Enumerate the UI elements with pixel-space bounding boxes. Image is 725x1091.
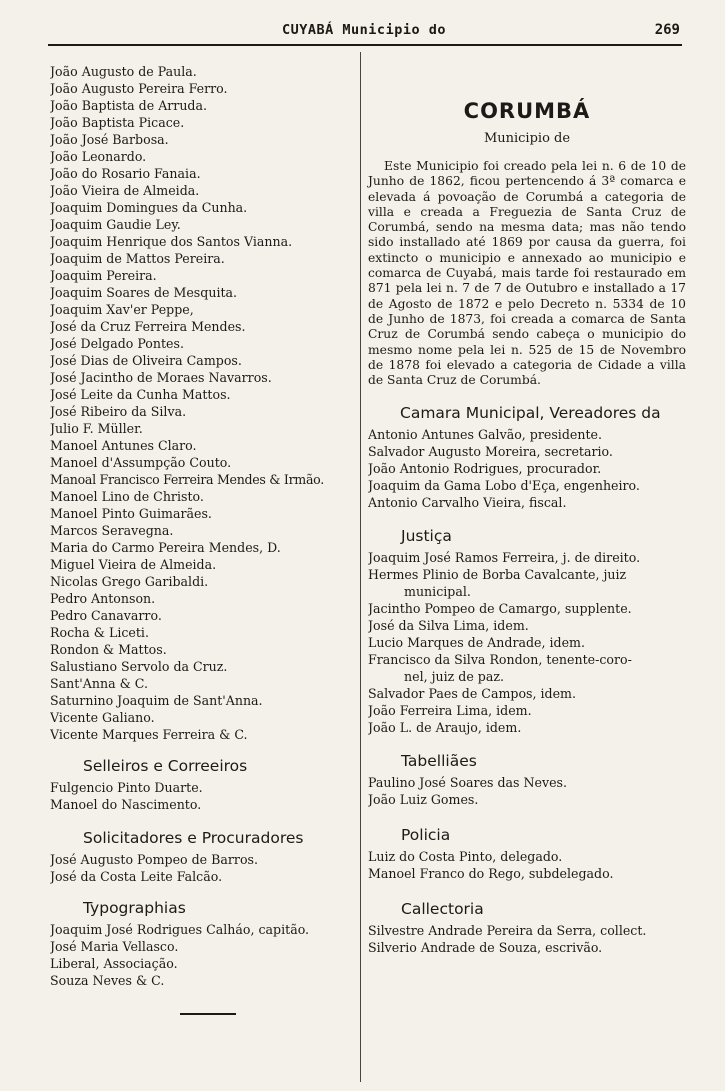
- page-header: [48, 18, 680, 42]
- end-rule: [180, 1013, 236, 1015]
- list-item: Manoel Lino de Christo.: [50, 489, 204, 504]
- list-item: Miguel Vieira de Almeida.: [50, 557, 217, 572]
- list-item: Luiz do Costa Pinto, delegado.: [368, 849, 563, 865]
- section-heading-selleiros: Selleiros e Correeiros: [83, 757, 248, 775]
- list-item: Lucio Marques de Andrade, idem.: [368, 635, 585, 651]
- list-item: Joaquim Pereira.: [50, 268, 157, 283]
- list-item: José Leite da Cunha Mattos.: [50, 387, 231, 402]
- list-item: José da Silva Lima, idem.: [368, 618, 529, 634]
- section-heading-policia: Policia: [401, 826, 451, 845]
- list-item: Hermes Plinio de Borba Cavalcante, juiz: [368, 567, 627, 583]
- list-item: Saturnino Joaquim de Sant'Anna.: [50, 693, 263, 708]
- list-item: José Ribeiro da Silva.: [50, 404, 187, 419]
- list-item: Salvador Paes de Campos, idem.: [368, 686, 576, 702]
- list-item: Joaquim Henrique dos Santos Vianna.: [50, 234, 293, 249]
- list-item: Paulino José Soares das Neves.: [368, 775, 568, 791]
- list-item: Manoel Franco do Rego, subdelegado.: [368, 866, 614, 882]
- list-item: Sant'Anna & C.: [50, 676, 149, 691]
- list-item: municipal.: [404, 584, 471, 600]
- list-item: José da Costa Leite Falcão.: [50, 869, 223, 884]
- list-item: Pedro Antonson.: [50, 591, 156, 606]
- list-item: João L. de Araujo, idem.: [368, 720, 522, 736]
- list-item: José Maria Vellasco.: [50, 939, 179, 954]
- names-list: [50, 63, 360, 743]
- list-item: Antonio Antunes Galvão, presidente.: [368, 427, 602, 443]
- list-item: Manoel d'Assumpção Couto.: [50, 455, 232, 470]
- list-item: Joaquim Soares de Mesquita.: [50, 285, 238, 300]
- list-item: Joaquim Gaudie Ley.: [50, 217, 181, 232]
- list-item: Manoel Pinto Guimarães.: [50, 506, 212, 521]
- list-item: João Augusto de Paula.: [50, 64, 197, 79]
- list-item: João Luiz Gomes.: [368, 792, 479, 808]
- list-item: Salvador Augusto Moreira, secretario.: [368, 444, 613, 460]
- list-item: José Dias de Oliveira Campos.: [50, 353, 242, 368]
- list-item: Pedro Canavarro.: [50, 608, 162, 623]
- list-item: Joaquim da Gama Lobo d'Eça, engenheiro.: [368, 478, 640, 494]
- list-item: João Leonardo.: [50, 149, 147, 164]
- section-heading-tabelliaes: Tabelliães: [401, 752, 477, 771]
- list-item: Manoel do Nascimento.: [50, 797, 202, 812]
- list-item: Joaquim de Mattos Pereira.: [50, 251, 225, 266]
- right-column: [368, 63, 686, 956]
- list-item: Joaquim José Ramos Ferreira, j. de direito.: [368, 550, 641, 566]
- list-item: Manoal Francisco Ferreira Mendes & Irmão.: [50, 472, 324, 487]
- list-item: João José Barbosa.: [50, 132, 169, 147]
- list-item: Marcos Seravegna.: [50, 523, 174, 538]
- list-item: João Ferreira Lima, idem.: [368, 703, 532, 719]
- list-item: Fulgencio Pinto Duarte.: [50, 780, 203, 795]
- section-heading-typographias: Typographias: [83, 899, 186, 917]
- list-item: Nicolas Grego Garibaldi.: [50, 574, 209, 589]
- list-item: Silvestre Andrade Pereira da Serra, collect.: [368, 923, 647, 939]
- list-item: João Baptista de Arruda.: [50, 98, 208, 113]
- list-item: Joaquim Domingues da Cunha.: [50, 200, 248, 215]
- list-item: José da Cruz Ferreira Mendes.: [50, 319, 246, 334]
- list-item: Francisco da Silva Rondon, tenente-coro-: [368, 652, 632, 668]
- section-heading-camara: Camara Municipal, Vereadores da: [400, 404, 661, 423]
- list-item: Joaquim José Rodrigues Calháo, capitão.: [50, 922, 310, 937]
- running-title: CUYABÁ Municipio do: [282, 22, 446, 38]
- list-item: João Augusto Pereira Ferro.: [50, 81, 228, 96]
- left-column: [50, 63, 360, 989]
- list-item: João do Rosario Fanaia.: [50, 166, 201, 181]
- list-item: Vicente Marques Ferreira & C.: [50, 727, 248, 742]
- list-item: Jacintho Pompeo de Camargo, supplente.: [368, 601, 632, 617]
- list-item: José Delgado Pontes.: [50, 336, 184, 351]
- column-separator: [360, 52, 361, 1082]
- list-item: Vicente Galiano.: [50, 710, 155, 725]
- list-item: João Vieira de Almeida.: [50, 183, 200, 198]
- list-item: José Jacintho de Moraes Navarros.: [50, 370, 272, 385]
- section-heading-collectoria: Callectoria: [401, 900, 484, 919]
- page-number: 269: [654, 22, 680, 38]
- list-item: Salustiano Servolo da Cruz.: [50, 659, 228, 674]
- section-title-corumba: CORUMBÁ: [463, 99, 591, 123]
- list-item: Souza Neves & C.: [50, 973, 165, 988]
- list-item: Rocha & Liceti.: [50, 625, 149, 640]
- list-item: Julio F. Müller.: [50, 421, 143, 436]
- list-item: Rondon & Mattos.: [50, 642, 167, 657]
- list-item: Manoel Antunes Claro.: [50, 438, 197, 453]
- list-item: Maria do Carmo Pereira Mendes, D.: [50, 540, 281, 555]
- intro-paragraph: Este Municipio foi creado pela lei n. 6 de 10 de Junho de 1862, ficou pertencendo á 3ª comarca e elevada á povoação de Corumbá a categoria de villa e creada a Freguezia de Santa Cruz de Corumbá, sendo na mesma data; mas não tendo sido installado até 1869 por causa da guerra, foi extincto o municipio e annexado ao municipio e comarca de Cuyabá, mais tarde foi restaurado em 871 pela lei n. 7 de 7 de Outubro e installado a 17 de Agosto de 1872 e pelo Decreto n. 5334 de 10 de Junho de 1873, foi creada a comarca de Santa Cruz de Corumbá sendo cabeça o municipio do mesmo nome pela lei n. 525 de 15 de Novembro de 1878 foi elevado a categoria de Cidade a villa de Santa Cruz de Corumbá.: [368, 159, 686, 388]
- list-item: nel, juiz de paz.: [404, 669, 505, 685]
- list-item: João Baptista Picace.: [50, 115, 185, 130]
- section-subtitle: Municipio de: [483, 131, 571, 146]
- section-heading-justica: Justiça: [401, 527, 452, 546]
- list-item: João Antonio Rodrigues, procurador.: [368, 461, 602, 477]
- header-rule: [48, 44, 682, 46]
- list-item: Joaquim Xav'er Peppe,: [50, 302, 194, 317]
- list-item: Antonio Carvalho Vieira, fiscal.: [368, 495, 567, 511]
- list-item: Liberal, Associação.: [50, 956, 178, 971]
- list-item: José Augusto Pompeo de Barros.: [50, 852, 258, 867]
- section-heading-solicitadores: Solicitadores e Procuradores: [83, 829, 304, 847]
- list-item: Silverio Andrade de Souza, escrivão.: [368, 940, 603, 956]
